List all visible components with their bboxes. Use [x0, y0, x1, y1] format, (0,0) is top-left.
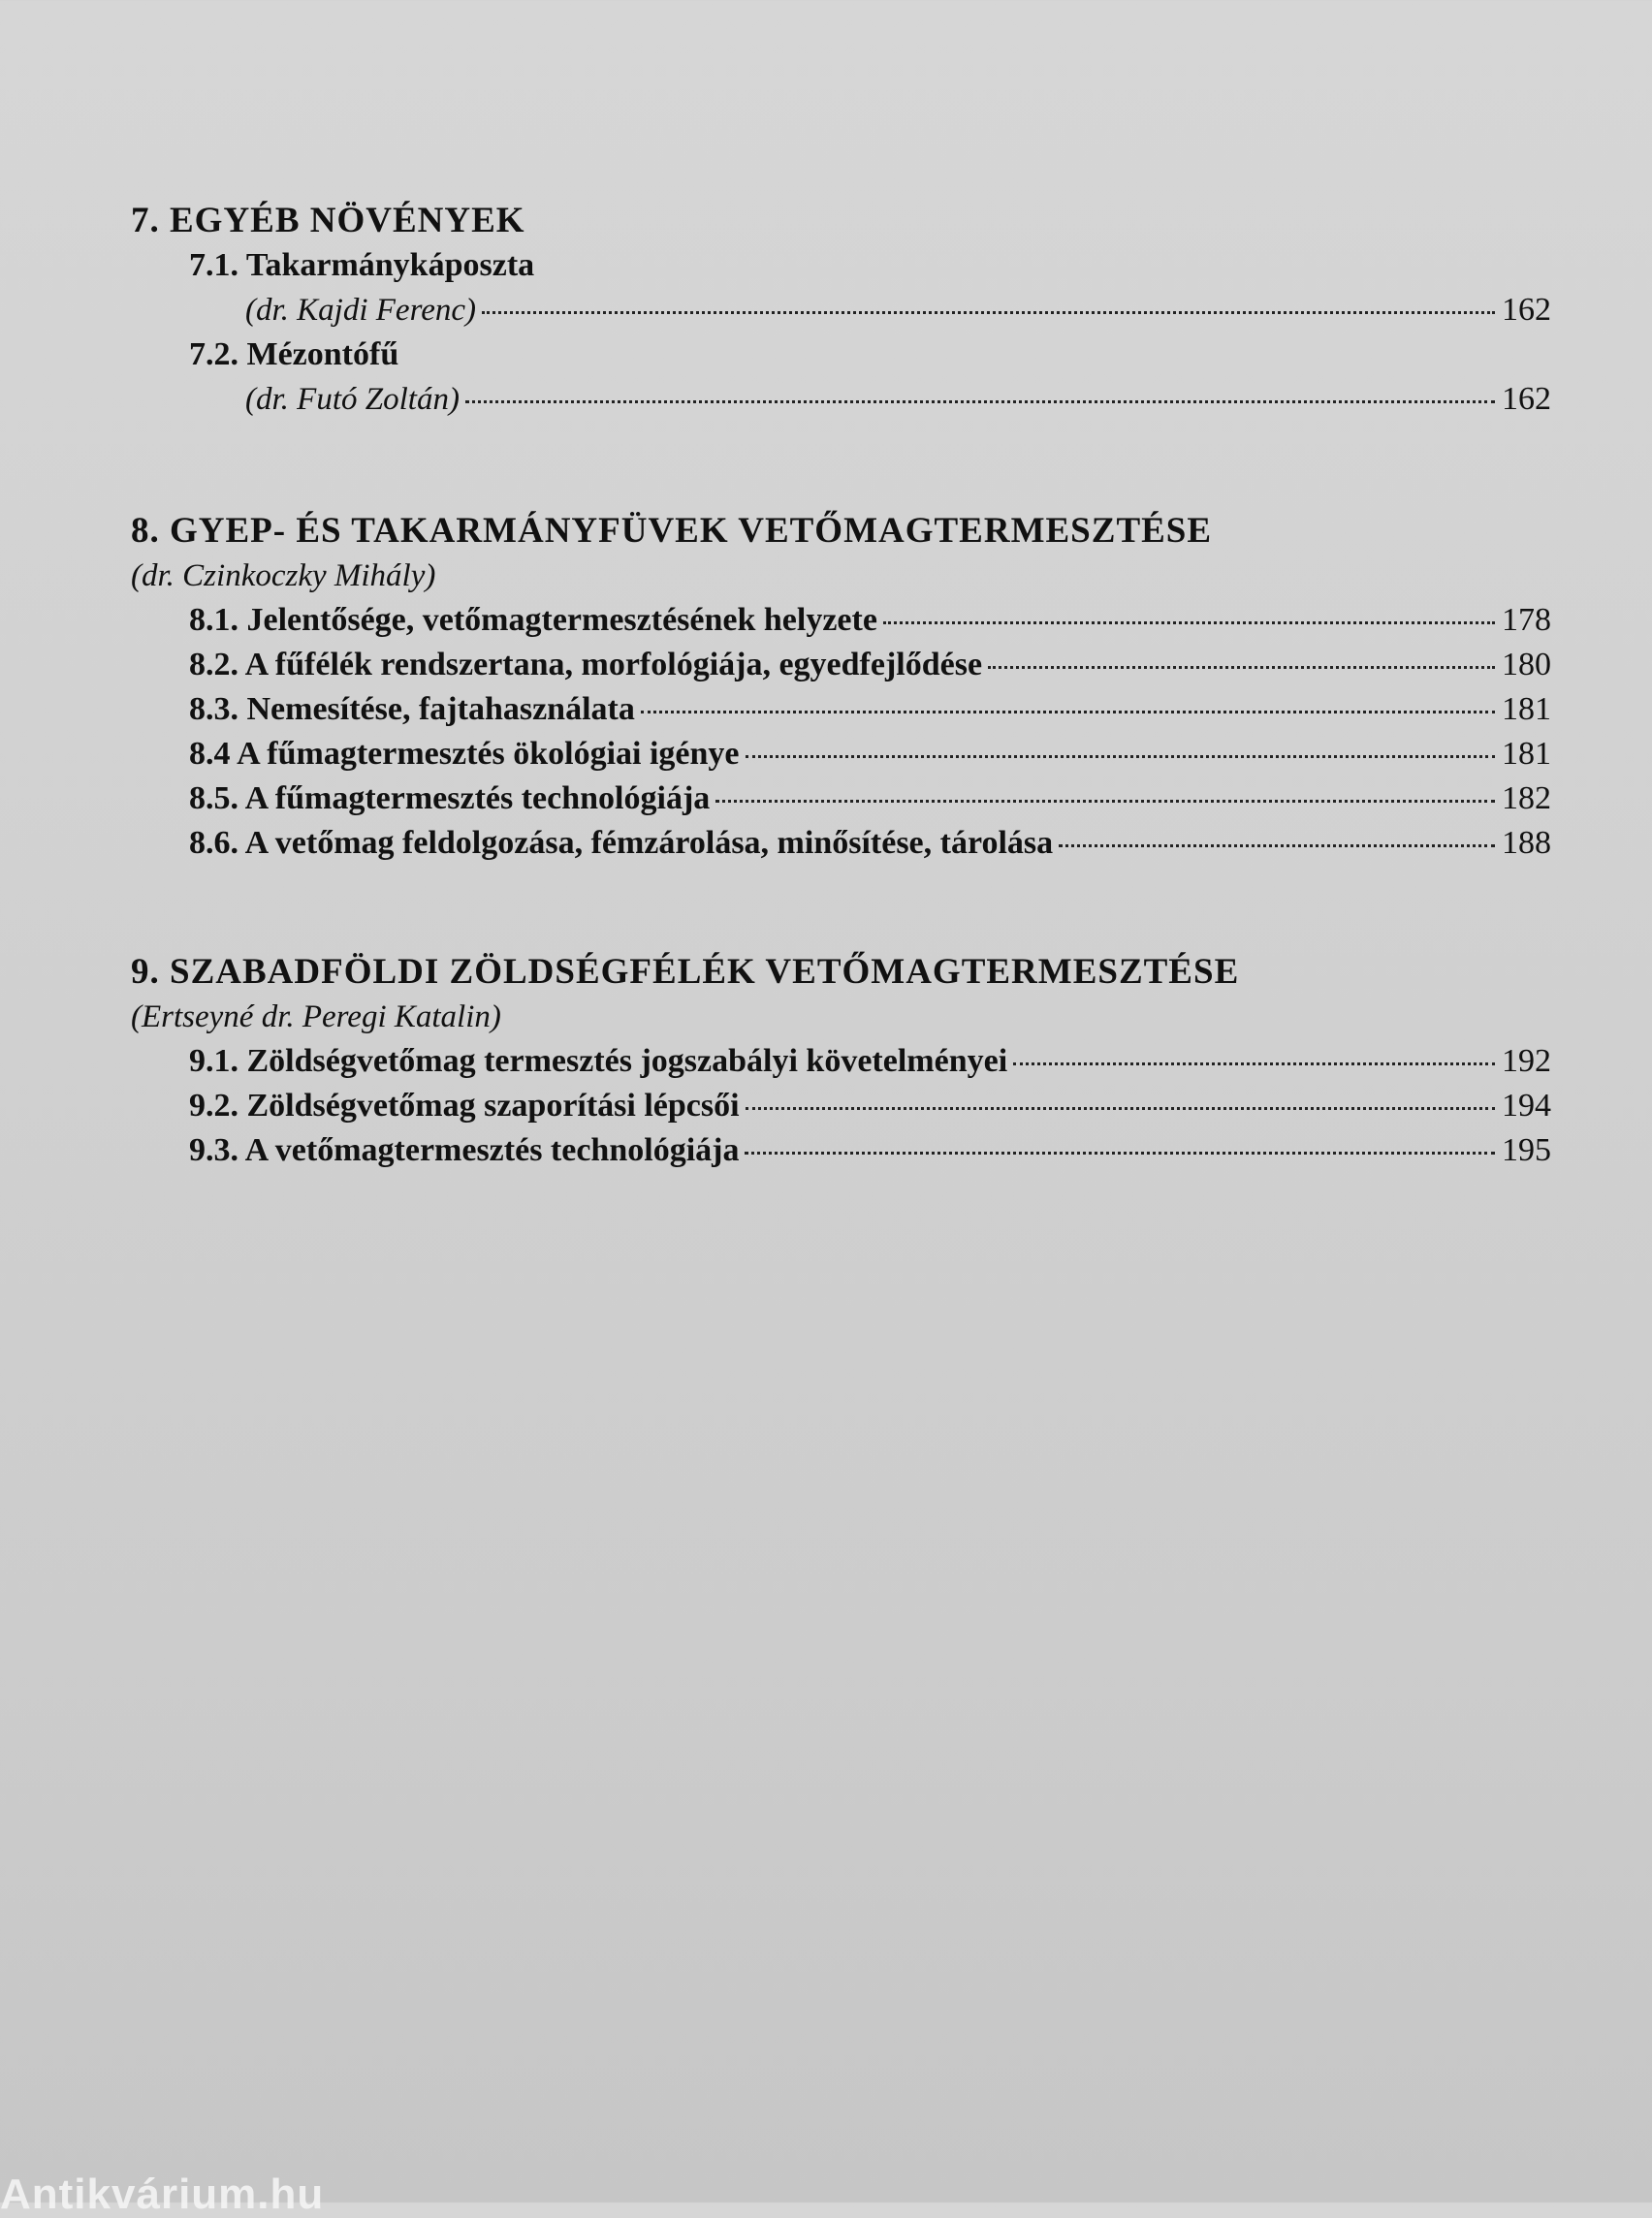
- page-number: 162: [1502, 381, 1551, 417]
- entry-title: 8.2. A fűfélék rendszertana, morfológiája, egyedfejlődése: [189, 647, 983, 682]
- dot-leader: [715, 800, 1495, 803]
- toc-entry-9-1[interactable]: [189, 1039, 1551, 1084]
- dot-leader: [746, 1107, 1495, 1110]
- entry-title: 8.6. A vetőmag feldolgozása, fémzárolása, minősítése, tárolása: [189, 825, 1054, 861]
- dot-leader: [1013, 1062, 1495, 1065]
- page-number: 192: [1502, 1043, 1551, 1079]
- page-number: 195: [1502, 1132, 1551, 1168]
- page-number: 188: [1502, 825, 1551, 861]
- toc-entry-8-3[interactable]: [189, 687, 1551, 732]
- dot-leader: [745, 1152, 1495, 1155]
- section-8-title: 8. GYEP- ÉS TAKARMÁNYFÜVEK VETŐMAGTERMESZTÉSE: [131, 511, 1213, 551]
- entry-title: 8.1. Jelentősége, vetőmagtermesztésének helyzete: [189, 602, 877, 638]
- entry-title: 8.5. A fűmagtermesztés technológiája: [189, 780, 711, 816]
- page-number: 182: [1502, 780, 1551, 816]
- subsection-7-1-title: 7.1. Takarmánykáposzta: [189, 247, 535, 283]
- subsection-7-2-author: (dr. Futó Zoltán): [245, 382, 460, 417]
- toc-entry-8-2[interactable]: [189, 643, 1551, 687]
- dot-leader: [465, 400, 1495, 403]
- toc-entry-8-5[interactable]: [189, 776, 1551, 821]
- subsection-7-2-title: 7.2. Mézontófű: [189, 336, 399, 372]
- section-7: [131, 199, 1551, 422]
- page-number: 181: [1502, 691, 1551, 727]
- watermark-text: Antikvárium.hu: [0, 2170, 325, 2218]
- section-8: [131, 509, 1551, 866]
- toc-entry-8-1[interactable]: [189, 598, 1551, 643]
- section-8-author: (dr. Czinkoczky Mihály): [131, 558, 436, 593]
- toc-entry-9-2[interactable]: [189, 1084, 1551, 1128]
- dot-leader: [1059, 844, 1495, 847]
- section-9-title: 9. SZABADFÖLDI ZÖLDSÉGFÉLÉK VETŐMAGTERMESZTÉSE: [131, 952, 1240, 992]
- section-9: [131, 950, 1551, 1173]
- toc-entry-8-6[interactable]: [189, 821, 1551, 866]
- page-number: 180: [1502, 647, 1551, 682]
- entry-title: 8.3. Nemesítése, fajtahasználata: [189, 691, 635, 727]
- page-number: 178: [1502, 602, 1551, 638]
- toc-entry-7-1[interactable]: [245, 288, 1551, 333]
- entry-title: 9.2. Zöldségvetőmag szaporítási lépcsői: [189, 1088, 740, 1124]
- entry-title: 9.1. Zöldségvetőmag termesztés jogszabályi követelményei: [189, 1043, 1008, 1079]
- page-number: 194: [1502, 1088, 1551, 1124]
- toc-entry-8-4[interactable]: [189, 732, 1551, 776]
- page-number: 181: [1502, 736, 1551, 772]
- entry-title: 8.4 A fűmagtermesztés ökológiai igénye: [189, 736, 740, 772]
- dot-leader: [641, 711, 1495, 713]
- entry-title: 9.3. A vetőmagtermesztés technológiája: [189, 1132, 740, 1168]
- dot-leader: [883, 621, 1495, 624]
- page-number: 162: [1502, 292, 1551, 328]
- toc-entry-7-2[interactable]: [245, 377, 1551, 422]
- section-9-author: (Ertseyné dr. Peregi Katalin): [131, 999, 501, 1034]
- dot-leader: [746, 755, 1495, 758]
- dot-leader: [482, 311, 1495, 314]
- section-7-title: 7. EGYÉB NÖVÉNYEK: [131, 201, 525, 240]
- subsection-7-1-author: (dr. Kajdi Ferenc): [245, 293, 476, 328]
- dot-leader: [988, 666, 1495, 669]
- toc-entry-9-3[interactable]: [189, 1128, 1551, 1173]
